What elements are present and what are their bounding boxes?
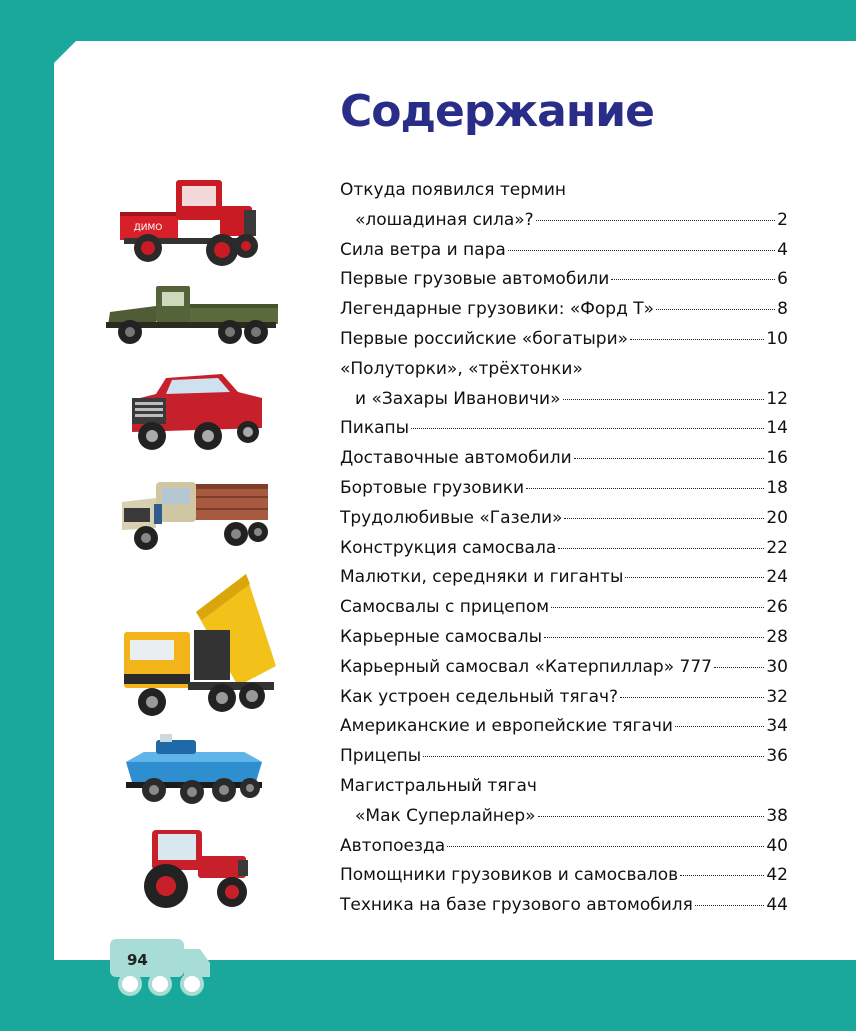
dot-leader <box>508 250 775 251</box>
dot-leader <box>625 577 764 578</box>
dot-leader <box>611 279 775 280</box>
dot-leader <box>411 428 764 429</box>
dot-leader <box>536 220 775 221</box>
toc-entry-page: 42 <box>766 865 788 886</box>
toc-entry-page: 34 <box>766 716 788 737</box>
toc-entry-title: Сила ветра и пара <box>340 239 506 260</box>
toc-entry-page: 16 <box>766 448 788 469</box>
toc-entry-title: Конструкция самосвала <box>340 537 557 558</box>
page-number: 94 <box>127 951 148 969</box>
dot-leader <box>447 846 764 847</box>
toc-entry-page: 32 <box>766 686 788 707</box>
toc-entry-title: Автопоезда <box>340 835 446 856</box>
toc-entry-title: Помощники грузовиков и самосвалов <box>340 865 679 886</box>
toc-entry-page: 38 <box>766 805 788 826</box>
toc-entry[interactable] <box>340 683 788 713</box>
toc-entry[interactable] <box>340 623 788 653</box>
amphibious-vehicle-image <box>120 730 266 812</box>
toc-entry[interactable] <box>340 712 788 742</box>
dot-leader <box>680 875 764 876</box>
toc-entry-page: 24 <box>766 567 788 588</box>
dot-leader <box>563 399 765 400</box>
truck-side-lettering: ДИМО <box>133 223 163 233</box>
toc-entry-title: Легендарные грузовики: «Форд Т» <box>340 299 655 320</box>
toc-entry-page: 20 <box>766 507 788 528</box>
toc-entry-title: Малютки, середняки и гиганты <box>340 567 624 588</box>
dot-leader <box>526 488 764 489</box>
military-green-truck-image <box>100 282 284 352</box>
dot-leader <box>564 518 764 519</box>
yellow-dump-truck-image <box>118 570 278 722</box>
toc-entry[interactable] <box>340 504 788 534</box>
toc-entry-title: Доставочные автомобили <box>340 448 572 469</box>
toc-entry-title: Карьерный самосвал «Катерпиллар» 777 <box>340 656 712 677</box>
toc-entry-page: 40 <box>766 835 788 856</box>
dot-leader <box>714 667 764 668</box>
dot-leader <box>538 816 765 817</box>
toc-entry[interactable] <box>340 265 788 295</box>
toc-entry-title: «Полуторки», «трёхтонки» <box>340 358 583 379</box>
toc-entry[interactable] <box>340 593 788 623</box>
toc-entry[interactable] <box>340 772 788 832</box>
dot-leader <box>675 726 764 727</box>
toc-entry[interactable] <box>340 474 788 504</box>
dot-leader <box>558 548 764 549</box>
dot-leader <box>656 309 775 310</box>
table-of-contents <box>340 176 788 921</box>
toc-entry[interactable] <box>340 444 788 474</box>
toc-entry-page: 12 <box>766 388 788 409</box>
red-pickup-image <box>126 366 266 456</box>
toc-entry-page: 18 <box>766 477 788 498</box>
toc-entry[interactable] <box>340 534 788 564</box>
toc-entry-page: 6 <box>777 269 788 290</box>
vintage-red-truck-image <box>104 176 270 274</box>
toc-entry-title: «Мак Суперлайнер» <box>355 805 536 826</box>
toc-entry-page: 22 <box>766 537 788 558</box>
toc-entry-title: и «Захары Ивановичи» <box>355 388 561 409</box>
toc-entry-title: Откуда появился термин <box>340 180 566 200</box>
toc-entry-page: 36 <box>766 746 788 767</box>
page-title: Содержание <box>340 86 654 137</box>
toc-entry-page: 2 <box>777 209 788 230</box>
toc-entry[interactable] <box>340 325 788 355</box>
toc-entry-title: «лошадиная сила»? <box>355 209 534 230</box>
toc-entry[interactable] <box>340 295 788 325</box>
dot-leader <box>695 905 764 906</box>
toc-entry-title: Трудолюбивые «Газели» <box>340 507 563 528</box>
toc-entry-title: Первые грузовые автомобили <box>340 269 610 290</box>
page-number-badge <box>106 935 214 1001</box>
toc-entry[interactable] <box>340 176 788 236</box>
toc-entry-title: Самосвалы с прицепом <box>340 597 550 618</box>
red-tractor-image <box>132 826 254 912</box>
toc-entry-title: Карьерные самосвалы <box>340 626 543 647</box>
zil-flatbed-truck-image <box>118 476 270 556</box>
toc-entry[interactable] <box>340 832 788 862</box>
dot-leader <box>544 637 764 638</box>
dot-leader <box>620 697 764 698</box>
toc-entry-page: 8 <box>777 299 788 320</box>
dot-leader <box>574 458 765 459</box>
toc-entry-page: 28 <box>766 626 788 647</box>
toc-entry-title: Пикапы <box>340 418 410 439</box>
toc-entry-title: Как устроен седельный тягач? <box>340 686 619 707</box>
dot-leader <box>423 756 764 757</box>
toc-entry[interactable] <box>340 742 788 772</box>
toc-entry-title: Магистральный тягач <box>340 775 537 796</box>
toc-entry-page: 30 <box>766 656 788 677</box>
toc-entry-title: Американские и европейские тягачи <box>340 716 673 737</box>
toc-entry[interactable] <box>340 861 788 891</box>
toc-entry[interactable] <box>340 414 788 444</box>
toc-entry-page: 10 <box>766 328 788 349</box>
dot-leader <box>630 339 764 340</box>
toc-entry-title: Прицепы <box>340 746 422 767</box>
toc-entry-title: Бортовые грузовики <box>340 477 525 498</box>
toc-entry-page: 26 <box>766 597 788 618</box>
toc-entry[interactable] <box>340 891 788 921</box>
dot-leader <box>551 607 764 608</box>
toc-entry-title: Техника на базе грузового автомобиля <box>340 895 693 916</box>
toc-entry[interactable] <box>340 236 788 266</box>
toc-entry-page: 14 <box>766 418 788 439</box>
toc-entry-title: Первые российские «богатыри» <box>340 328 629 349</box>
toc-entry[interactable] <box>340 653 788 683</box>
toc-entry-page: 4 <box>777 239 788 260</box>
toc-entry[interactable] <box>340 355 788 415</box>
toc-entry[interactable] <box>340 563 788 593</box>
toc-entry-page: 44 <box>766 895 788 916</box>
